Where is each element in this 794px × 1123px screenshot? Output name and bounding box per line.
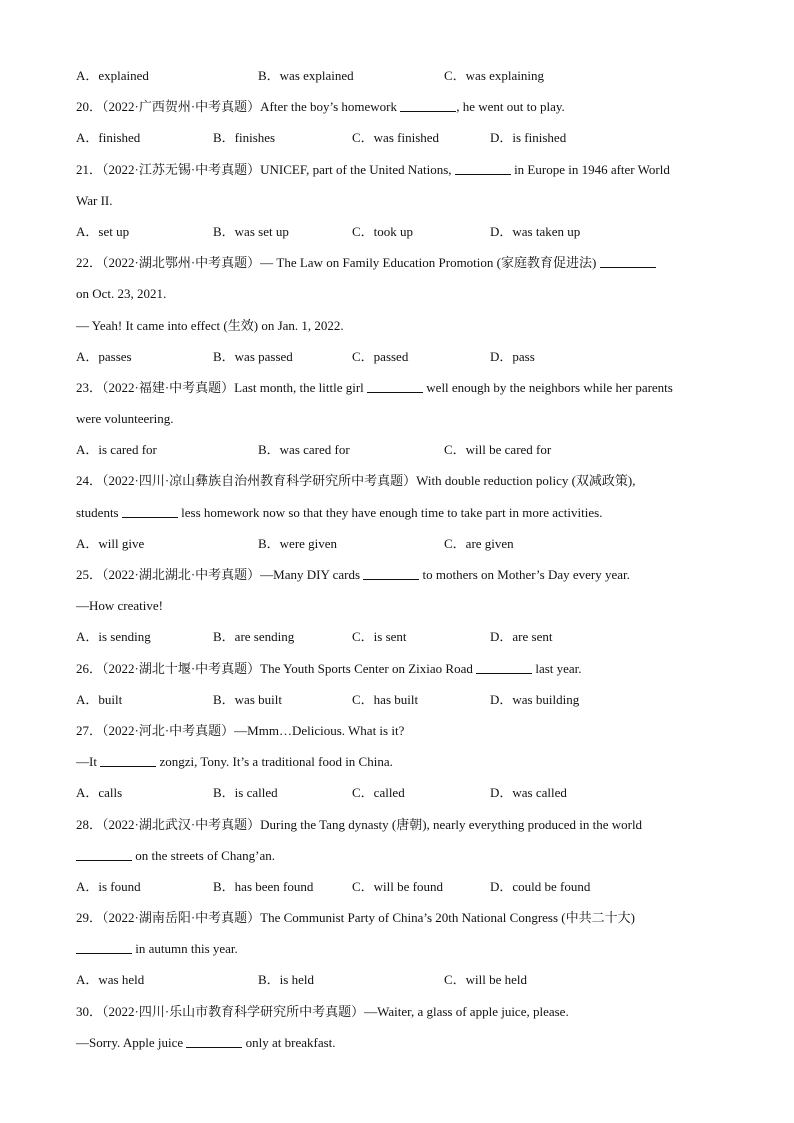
option-b: B．was explained [258,68,354,83]
option-c: C．will be held [444,972,528,988]
option-c: C．has built [352,691,419,707]
answer-blank [122,505,178,518]
answer-options [76,684,726,715]
question-text-line [76,310,726,341]
question-text-line [76,154,726,185]
question-text-line [76,403,726,434]
text-segment: 28．（2022·湖北武汉·中考真题）During the Tang dynasty (唐朝), nearly everything produced in the world [76,816,643,832]
text-segment: in Europe in 1946 after World [510,161,670,177]
answer-blank [455,162,511,175]
text-segment: to mothers on Mother’s Day every year. [419,567,630,582]
option-c: C．called [352,785,405,801]
question-text-line [76,372,726,403]
answer-blank [100,754,156,767]
question-text-line [76,91,726,122]
option-b: B．was built [213,691,282,707]
option-d: D．could be found [490,878,591,894]
question-text-line [76,840,726,871]
option-c: C．will be found [352,878,443,894]
option-a: A．was held [76,972,145,988]
option-a: A．calls [76,785,123,801]
question-text-line [76,247,726,278]
option-c: C．was finished [352,130,440,146]
exam-page [76,60,726,1058]
answer-blank [476,661,532,674]
text-segment: , he went out to play. [456,99,565,115]
answer-blank [76,941,132,954]
text-segment: on the streets of Chang’an. [132,847,275,863]
answer-blank [186,1035,242,1048]
option-a: A．built [76,691,123,707]
text-segment: 29．（2022·湖南岳阳·中考真题）The Communist Party of China’s 20th National Congress (中共二十大) [76,910,635,926]
text-segment: — Yeah! It came into effect (生效) on Jan. 1, 2022. [76,317,344,333]
option-c: C．is sent [352,629,407,645]
option-b: B．is called [213,785,278,801]
text-segment: 21．（2022·江苏无锡·中考真题）UNICEF, part of the United Nations, [76,161,455,177]
option-b: B．are sending [213,629,295,645]
option-a: A．will give [76,535,145,551]
question-text-line [76,185,726,216]
option-d: D．are sent [490,629,553,645]
answer-blank [600,255,656,268]
option-d: D．was building [490,691,580,707]
answer-options [76,964,726,995]
option-a: A．finished [76,130,141,146]
answer-options [76,777,726,808]
option-b: B．has been found [213,878,314,894]
option-b: B．finishes [213,130,276,146]
text-segment: 20．（2022·广西贺州·中考真题）After the boy’s homework [76,99,401,115]
question-text-line [76,902,726,933]
text-segment: 24．（2022·四川·凉山彝族自治州教育科学研究所中考真题）With double reduction policy (双减政策), [76,473,636,489]
question-text-line [76,559,726,590]
question-text-line [76,715,726,746]
text-segment: 23．（2022·福建·中考真题）Last month, the little girl [76,379,368,395]
answer-blank [363,567,419,580]
answer-options [76,341,726,372]
question-text-line [76,465,726,496]
option-b: B．were given [258,535,338,551]
answer-options [76,434,726,465]
answer-options [76,216,726,247]
option-c: C．was explaining [444,68,545,83]
option-c: C．passed [352,348,409,364]
answer-options [76,621,726,652]
question-text-line [76,497,726,528]
question-text-line [76,1027,726,1058]
question-text-line [76,809,726,840]
question-text-line [76,653,726,684]
question-text-line [76,746,726,777]
text-segment: only at breakfast. [242,1034,336,1050]
text-segment: students [76,504,122,520]
option-d: D．pass [490,348,535,364]
question-text-line [76,590,726,621]
question-text-line [76,278,726,309]
answer-options [76,528,726,559]
text-segment: on Oct. 23, 2021. [76,286,167,302]
answer-options [76,871,726,902]
option-b: B．is held [258,972,314,988]
option-d: D．is finished [490,130,567,146]
option-b: B．was cared for [258,442,350,458]
answer-options [76,122,726,153]
text-segment: 26．（2022·湖北十堰·中考真题）The Youth Sports Center on Zixiao Road [76,660,477,676]
answer-options [76,60,726,91]
option-d: D．was taken up [490,223,581,239]
answer-blank [76,848,132,861]
option-c: C．will be cared for [444,442,552,458]
text-segment: well enough by the neighbors while her parents [423,379,673,395]
text-segment: 22．（2022·湖北鄂州·中考真题）— The Law on Family Education Promotion (家庭教育促进法) [76,255,600,271]
text-segment: War II. [76,192,113,208]
option-a: A．is sending [76,629,151,645]
option-c: C．took up [352,223,414,239]
answer-blank [367,380,423,393]
text-segment: 30．（2022·四川·乐山市教育科学研究所中考真题）—Waiter, a glass of apple juice, please. [76,1003,569,1019]
option-c: C．are given [444,535,514,551]
option-a: A．set up [76,223,130,239]
option-a: A．passes [76,348,132,364]
answer-blank [400,99,456,112]
text-segment: —How creative! [76,598,163,614]
text-segment: were volunteering. [76,411,174,427]
question-text-line [76,933,726,964]
text-segment: zongzi, Tony. It’s a traditional food in China. [156,754,393,770]
text-segment: less homework now so that they have enough time to take part in more activities. [177,504,603,520]
text-segment: 25．（2022·湖北湖北·中考真题）—Many DIY cards [76,567,364,582]
text-segment: 27．（2022·河北·中考真题）—Mmm…Delicious. What is it? [76,722,405,738]
text-segment: —Sorry. Apple juice [76,1034,187,1050]
option-a: A．is cared for [76,442,157,458]
option-a: A．explained [76,68,149,83]
option-a: A．is found [76,878,141,894]
text-segment: —It [76,754,101,770]
text-segment: in autumn this year. [132,941,238,957]
text-segment: last year. [532,660,582,676]
option-b: B．was set up [213,223,289,239]
option-d: D．was called [490,785,567,801]
question-text-line [76,996,726,1027]
option-b: B．was passed [213,348,293,364]
